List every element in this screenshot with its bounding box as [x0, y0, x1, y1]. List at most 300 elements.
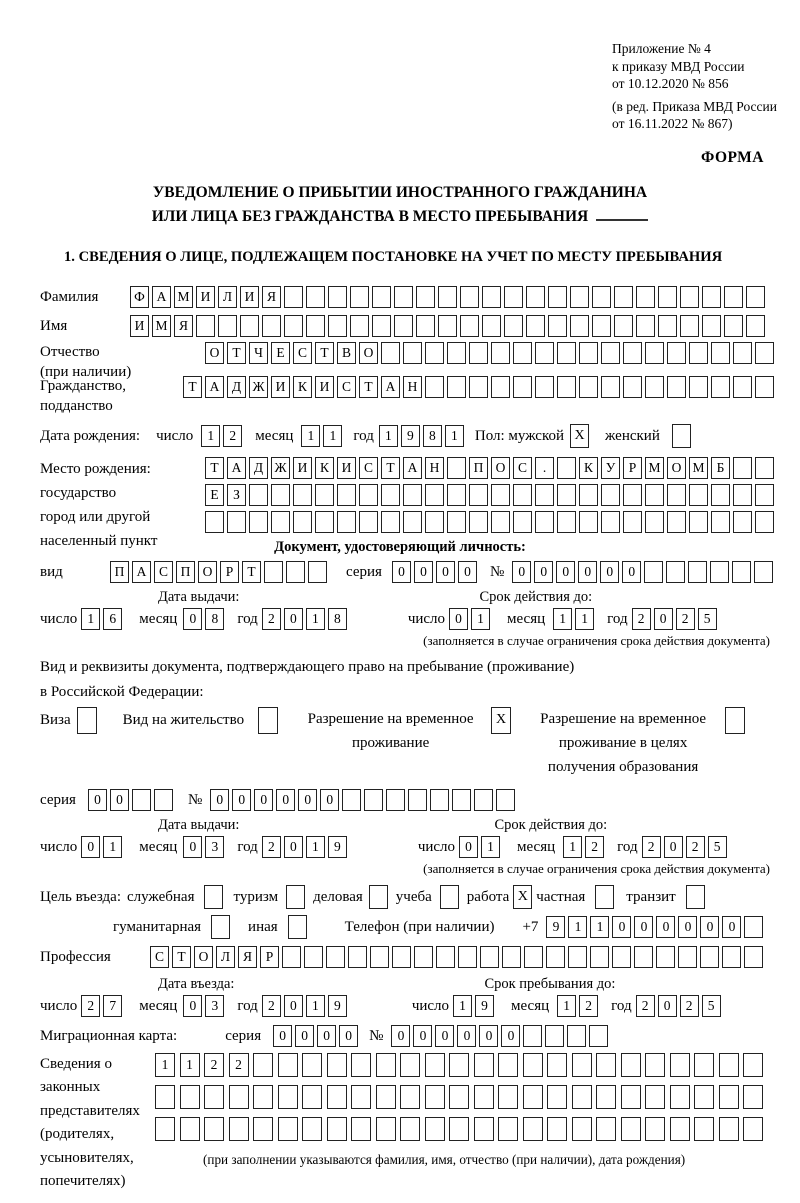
char-cell[interactable]: 2: [632, 608, 651, 630]
char-cell[interactable]: 8: [328, 608, 347, 630]
char-cell[interactable]: [614, 315, 633, 337]
char-cell[interactable]: Р: [220, 561, 239, 583]
char-cell[interactable]: 0: [284, 836, 303, 858]
char-cell[interactable]: 0: [578, 561, 597, 583]
char-cell[interactable]: [474, 1053, 494, 1077]
char-cell[interactable]: [568, 946, 587, 968]
char-cell[interactable]: [570, 286, 589, 308]
char-cell[interactable]: [264, 561, 283, 583]
char-cell[interactable]: [474, 789, 493, 811]
char-cell[interactable]: С: [293, 342, 312, 364]
char-cell[interactable]: [262, 315, 281, 337]
char-cell[interactable]: [400, 1117, 420, 1141]
char-cell[interactable]: А: [205, 376, 224, 398]
char-cell[interactable]: [474, 1117, 494, 1141]
char-cell[interactable]: Е: [205, 484, 224, 506]
char-cell[interactable]: 0: [458, 561, 477, 583]
char-cell[interactable]: [667, 511, 686, 533]
char-cell[interactable]: [394, 286, 413, 308]
char-cell[interactable]: [702, 286, 721, 308]
char-cell[interactable]: [474, 1085, 494, 1109]
char-cell[interactable]: 0: [273, 1025, 292, 1047]
char-cell[interactable]: 1: [557, 995, 576, 1017]
char-cell[interactable]: О: [205, 342, 224, 364]
char-cell[interactable]: [286, 561, 305, 583]
char-cell[interactable]: 8: [423, 425, 442, 447]
char-cell[interactable]: [327, 1117, 347, 1141]
char-cell[interactable]: 6: [103, 608, 122, 630]
char-cell[interactable]: [306, 315, 325, 337]
char-cell[interactable]: О: [667, 457, 686, 479]
char-cell[interactable]: [504, 286, 523, 308]
char-cell[interactable]: 1: [575, 608, 594, 630]
char-cell[interactable]: [253, 1053, 273, 1077]
char-cell[interactable]: 7: [103, 995, 122, 1017]
char-cell[interactable]: [337, 484, 356, 506]
char-cell[interactable]: [496, 789, 515, 811]
char-cell[interactable]: П: [110, 561, 129, 583]
char-cell[interactable]: [306, 286, 325, 308]
char-cell[interactable]: Я: [238, 946, 257, 968]
char-cell[interactable]: [394, 315, 413, 337]
temp-residence-edu-checkbox[interactable]: [725, 707, 745, 734]
char-cell[interactable]: [302, 1053, 322, 1077]
char-cell[interactable]: [449, 1117, 469, 1141]
char-cell[interactable]: [711, 511, 730, 533]
char-cell[interactable]: [253, 1085, 273, 1109]
char-cell[interactable]: [689, 376, 708, 398]
char-cell[interactable]: 9: [401, 425, 420, 447]
char-cell[interactable]: [132, 789, 151, 811]
char-cell[interactable]: [592, 286, 611, 308]
char-cell[interactable]: 1: [563, 836, 582, 858]
char-cell[interactable]: [348, 946, 367, 968]
char-cell[interactable]: [315, 511, 334, 533]
char-cell[interactable]: [719, 1117, 739, 1141]
char-cell[interactable]: [711, 376, 730, 398]
char-cell[interactable]: [327, 1085, 347, 1109]
char-cell[interactable]: [645, 511, 664, 533]
char-cell[interactable]: 1: [471, 608, 490, 630]
char-cell[interactable]: [408, 789, 427, 811]
char-cell[interactable]: 1: [103, 836, 122, 858]
char-cell[interactable]: 1: [180, 1053, 200, 1077]
char-cell[interactable]: [702, 315, 721, 337]
char-cell[interactable]: [372, 286, 391, 308]
char-cell[interactable]: [755, 457, 774, 479]
char-cell[interactable]: [328, 315, 347, 337]
char-cell[interactable]: [656, 946, 675, 968]
char-cell[interactable]: [425, 484, 444, 506]
char-cell[interactable]: [666, 561, 685, 583]
char-cell[interactable]: [601, 376, 620, 398]
char-cell[interactable]: [601, 342, 620, 364]
char-cell[interactable]: [572, 1117, 592, 1141]
char-cell[interactable]: [381, 342, 400, 364]
char-cell[interactable]: [414, 946, 433, 968]
char-cell[interactable]: [392, 946, 411, 968]
char-cell[interactable]: 2: [686, 836, 705, 858]
char-cell[interactable]: И: [315, 376, 334, 398]
char-cell[interactable]: 2: [680, 995, 699, 1017]
char-cell[interactable]: [180, 1117, 200, 1141]
char-cell[interactable]: 1: [81, 608, 100, 630]
char-cell[interactable]: [732, 561, 751, 583]
char-cell[interactable]: [278, 1117, 298, 1141]
char-cell[interactable]: 0: [612, 916, 631, 938]
char-cell[interactable]: А: [403, 457, 422, 479]
char-cell[interactable]: У: [601, 457, 620, 479]
char-cell[interactable]: [327, 1053, 347, 1077]
char-cell[interactable]: [623, 342, 642, 364]
char-cell[interactable]: К: [315, 457, 334, 479]
char-cell[interactable]: [733, 457, 752, 479]
residence-permit-checkbox[interactable]: [258, 707, 278, 734]
char-cell[interactable]: [469, 484, 488, 506]
char-cell[interactable]: [447, 484, 466, 506]
char-cell[interactable]: 0: [110, 789, 129, 811]
char-cell[interactable]: [590, 946, 609, 968]
purpose-official-checkbox[interactable]: [204, 885, 223, 909]
char-cell[interactable]: [623, 376, 642, 398]
char-cell[interactable]: [249, 484, 268, 506]
char-cell[interactable]: 5: [702, 995, 721, 1017]
char-cell[interactable]: [376, 1053, 396, 1077]
char-cell[interactable]: [308, 561, 327, 583]
char-cell[interactable]: О: [194, 946, 213, 968]
char-cell[interactable]: Р: [623, 457, 642, 479]
char-cell[interactable]: [293, 484, 312, 506]
char-cell[interactable]: [621, 1117, 641, 1141]
char-cell[interactable]: 0: [392, 561, 411, 583]
char-cell[interactable]: [570, 315, 589, 337]
char-cell[interactable]: [670, 1053, 690, 1077]
visa-checkbox[interactable]: [77, 707, 97, 734]
char-cell[interactable]: 0: [600, 561, 619, 583]
char-cell[interactable]: 2: [585, 836, 604, 858]
char-cell[interactable]: [557, 342, 576, 364]
char-cell[interactable]: [480, 946, 499, 968]
char-cell[interactable]: М: [689, 457, 708, 479]
char-cell[interactable]: 0: [534, 561, 553, 583]
char-cell[interactable]: 1: [323, 425, 342, 447]
char-cell[interactable]: [293, 511, 312, 533]
char-cell[interactable]: 0: [556, 561, 575, 583]
char-cell[interactable]: 0: [413, 1025, 432, 1047]
char-cell[interactable]: [557, 457, 576, 479]
char-cell[interactable]: И: [293, 457, 312, 479]
char-cell[interactable]: П: [469, 457, 488, 479]
char-cell[interactable]: 0: [436, 561, 455, 583]
char-cell[interactable]: 2: [676, 608, 695, 630]
char-cell[interactable]: 2: [223, 425, 242, 447]
char-cell[interactable]: [447, 342, 466, 364]
char-cell[interactable]: [596, 1053, 616, 1077]
char-cell[interactable]: Ф: [130, 286, 149, 308]
char-cell[interactable]: [724, 286, 743, 308]
char-cell[interactable]: [196, 315, 215, 337]
char-cell[interactable]: [370, 946, 389, 968]
char-cell[interactable]: А: [227, 457, 246, 479]
char-cell[interactable]: О: [491, 457, 510, 479]
char-cell[interactable]: 0: [664, 836, 683, 858]
char-cell[interactable]: [614, 286, 633, 308]
char-cell[interactable]: О: [198, 561, 217, 583]
char-cell[interactable]: М: [645, 457, 664, 479]
char-cell[interactable]: 0: [284, 608, 303, 630]
char-cell[interactable]: [482, 315, 501, 337]
female-checkbox[interactable]: [672, 424, 691, 448]
char-cell[interactable]: [535, 511, 554, 533]
char-cell[interactable]: [579, 376, 598, 398]
char-cell[interactable]: 0: [634, 916, 653, 938]
char-cell[interactable]: [482, 286, 501, 308]
char-cell[interactable]: 0: [658, 995, 677, 1017]
char-cell[interactable]: [621, 1085, 641, 1109]
char-cell[interactable]: [746, 315, 765, 337]
char-cell[interactable]: 0: [479, 1025, 498, 1047]
char-cell[interactable]: [249, 511, 268, 533]
char-cell[interactable]: [719, 1085, 739, 1109]
char-cell[interactable]: 0: [295, 1025, 314, 1047]
char-cell[interactable]: [644, 561, 663, 583]
char-cell[interactable]: [326, 946, 345, 968]
char-cell[interactable]: [350, 315, 369, 337]
purpose-transit-checkbox[interactable]: [686, 885, 705, 909]
char-cell[interactable]: [502, 946, 521, 968]
char-cell[interactable]: [447, 376, 466, 398]
char-cell[interactable]: [491, 342, 510, 364]
char-cell[interactable]: И: [240, 286, 259, 308]
char-cell[interactable]: [722, 946, 741, 968]
char-cell[interactable]: [743, 1053, 763, 1077]
char-cell[interactable]: [337, 511, 356, 533]
char-cell[interactable]: [425, 1117, 445, 1141]
char-cell[interactable]: 1: [306, 995, 325, 1017]
char-cell[interactable]: Р: [260, 946, 279, 968]
char-cell[interactable]: 0: [210, 789, 229, 811]
char-cell[interactable]: [513, 342, 532, 364]
char-cell[interactable]: 0: [512, 561, 531, 583]
char-cell[interactable]: [315, 484, 334, 506]
char-cell[interactable]: [304, 946, 323, 968]
char-cell[interactable]: 1: [553, 608, 572, 630]
char-cell[interactable]: [513, 484, 532, 506]
char-cell[interactable]: 1: [306, 608, 325, 630]
char-cell[interactable]: [469, 342, 488, 364]
char-cell[interactable]: [227, 511, 246, 533]
char-cell[interactable]: [645, 1085, 665, 1109]
char-cell[interactable]: [557, 511, 576, 533]
char-cell[interactable]: [229, 1117, 249, 1141]
char-cell[interactable]: [460, 315, 479, 337]
char-cell[interactable]: Б: [711, 457, 730, 479]
char-cell[interactable]: Ж: [249, 376, 268, 398]
char-cell[interactable]: З: [227, 484, 246, 506]
char-cell[interactable]: [504, 315, 523, 337]
char-cell[interactable]: [372, 315, 391, 337]
char-cell[interactable]: [381, 511, 400, 533]
char-cell[interactable]: [621, 1053, 641, 1077]
char-cell[interactable]: [680, 315, 699, 337]
char-cell[interactable]: А: [381, 376, 400, 398]
char-cell[interactable]: [524, 946, 543, 968]
char-cell[interactable]: [425, 376, 444, 398]
char-cell[interactable]: 1: [301, 425, 320, 447]
char-cell[interactable]: .: [535, 457, 554, 479]
char-cell[interactable]: [694, 1053, 714, 1077]
char-cell[interactable]: [416, 315, 435, 337]
char-cell[interactable]: 1: [379, 425, 398, 447]
char-cell[interactable]: 0: [183, 608, 202, 630]
char-cell[interactable]: 0: [88, 789, 107, 811]
char-cell[interactable]: [535, 342, 554, 364]
char-cell[interactable]: [636, 315, 655, 337]
char-cell[interactable]: [744, 946, 763, 968]
char-cell[interactable]: 0: [320, 789, 339, 811]
char-cell[interactable]: [438, 315, 457, 337]
char-cell[interactable]: [342, 789, 361, 811]
char-cell[interactable]: [601, 511, 620, 533]
char-cell[interactable]: [667, 484, 686, 506]
char-cell[interactable]: [743, 1117, 763, 1141]
char-cell[interactable]: 0: [435, 1025, 454, 1047]
char-cell[interactable]: [694, 1085, 714, 1109]
char-cell[interactable]: [403, 484, 422, 506]
char-cell[interactable]: 0: [457, 1025, 476, 1047]
char-cell[interactable]: [447, 511, 466, 533]
char-cell[interactable]: [284, 286, 303, 308]
char-cell[interactable]: Н: [425, 457, 444, 479]
char-cell[interactable]: [755, 342, 774, 364]
char-cell[interactable]: 0: [656, 916, 675, 938]
char-cell[interactable]: [579, 342, 598, 364]
char-cell[interactable]: [498, 1085, 518, 1109]
char-cell[interactable]: 2: [262, 836, 281, 858]
char-cell[interactable]: [523, 1053, 543, 1077]
purpose-work-checkbox[interactable]: X: [513, 885, 532, 909]
char-cell[interactable]: 1: [481, 836, 500, 858]
char-cell[interactable]: Е: [271, 342, 290, 364]
char-cell[interactable]: [351, 1085, 371, 1109]
char-cell[interactable]: [754, 561, 773, 583]
char-cell[interactable]: [240, 315, 259, 337]
char-cell[interactable]: 1: [306, 836, 325, 858]
char-cell[interactable]: 5: [698, 608, 717, 630]
char-cell[interactable]: [416, 286, 435, 308]
char-cell[interactable]: [592, 315, 611, 337]
char-cell[interactable]: [154, 789, 173, 811]
char-cell[interactable]: [670, 1085, 690, 1109]
char-cell[interactable]: Я: [262, 286, 281, 308]
char-cell[interactable]: С: [150, 946, 169, 968]
char-cell[interactable]: [271, 484, 290, 506]
char-cell[interactable]: [523, 1025, 542, 1047]
char-cell[interactable]: [645, 1053, 665, 1077]
char-cell[interactable]: Ж: [271, 457, 290, 479]
purpose-private-checkbox[interactable]: [595, 885, 614, 909]
char-cell[interactable]: [596, 1117, 616, 1141]
temp-residence-checkbox[interactable]: X: [491, 707, 511, 734]
char-cell[interactable]: [678, 946, 697, 968]
char-cell[interactable]: [425, 1085, 445, 1109]
char-cell[interactable]: Т: [359, 376, 378, 398]
char-cell[interactable]: 0: [298, 789, 317, 811]
char-cell[interactable]: М: [174, 286, 193, 308]
char-cell[interactable]: [204, 1117, 224, 1141]
char-cell[interactable]: П: [176, 561, 195, 583]
char-cell[interactable]: [271, 511, 290, 533]
char-cell[interactable]: 8: [205, 608, 224, 630]
char-cell[interactable]: [688, 561, 707, 583]
char-cell[interactable]: [229, 1085, 249, 1109]
char-cell[interactable]: [302, 1117, 322, 1141]
char-cell[interactable]: 0: [459, 836, 478, 858]
char-cell[interactable]: Н: [403, 376, 422, 398]
char-cell[interactable]: [386, 789, 405, 811]
char-cell[interactable]: 1: [201, 425, 220, 447]
char-cell[interactable]: [513, 376, 532, 398]
char-cell[interactable]: [557, 376, 576, 398]
char-cell[interactable]: С: [513, 457, 532, 479]
char-cell[interactable]: [491, 484, 510, 506]
char-cell[interactable]: [526, 286, 545, 308]
char-cell[interactable]: [469, 511, 488, 533]
char-cell[interactable]: [547, 1117, 567, 1141]
char-cell[interactable]: 0: [81, 836, 100, 858]
char-cell[interactable]: [755, 484, 774, 506]
char-cell[interactable]: Л: [218, 286, 237, 308]
char-cell[interactable]: Т: [381, 457, 400, 479]
char-cell[interactable]: [567, 1025, 586, 1047]
char-cell[interactable]: 0: [700, 916, 719, 938]
purpose-other-checkbox[interactable]: [288, 915, 307, 939]
purpose-study-checkbox[interactable]: [440, 885, 459, 909]
char-cell[interactable]: [403, 511, 422, 533]
char-cell[interactable]: Т: [172, 946, 191, 968]
char-cell[interactable]: [364, 789, 383, 811]
char-cell[interactable]: [645, 1117, 665, 1141]
char-cell[interactable]: 2: [579, 995, 598, 1017]
char-cell[interactable]: [302, 1085, 322, 1109]
char-cell[interactable]: [436, 946, 455, 968]
char-cell[interactable]: [491, 376, 510, 398]
char-cell[interactable]: И: [196, 286, 215, 308]
char-cell[interactable]: [526, 315, 545, 337]
char-cell[interactable]: [724, 315, 743, 337]
char-cell[interactable]: 0: [339, 1025, 358, 1047]
char-cell[interactable]: 0: [654, 608, 673, 630]
char-cell[interactable]: [612, 946, 631, 968]
char-cell[interactable]: [634, 946, 653, 968]
char-cell[interactable]: 3: [205, 995, 224, 1017]
char-cell[interactable]: [535, 484, 554, 506]
char-cell[interactable]: 0: [722, 916, 741, 938]
char-cell[interactable]: [670, 1117, 690, 1141]
char-cell[interactable]: [155, 1117, 175, 1141]
char-cell[interactable]: 1: [445, 425, 464, 447]
char-cell[interactable]: И: [271, 376, 290, 398]
char-cell[interactable]: [155, 1085, 175, 1109]
char-cell[interactable]: [376, 1085, 396, 1109]
char-cell[interactable]: [645, 342, 664, 364]
char-cell[interactable]: [400, 1085, 420, 1109]
char-cell[interactable]: [523, 1117, 543, 1141]
char-cell[interactable]: [350, 286, 369, 308]
char-cell[interactable]: [218, 315, 237, 337]
char-cell[interactable]: [547, 1085, 567, 1109]
char-cell[interactable]: [205, 511, 224, 533]
